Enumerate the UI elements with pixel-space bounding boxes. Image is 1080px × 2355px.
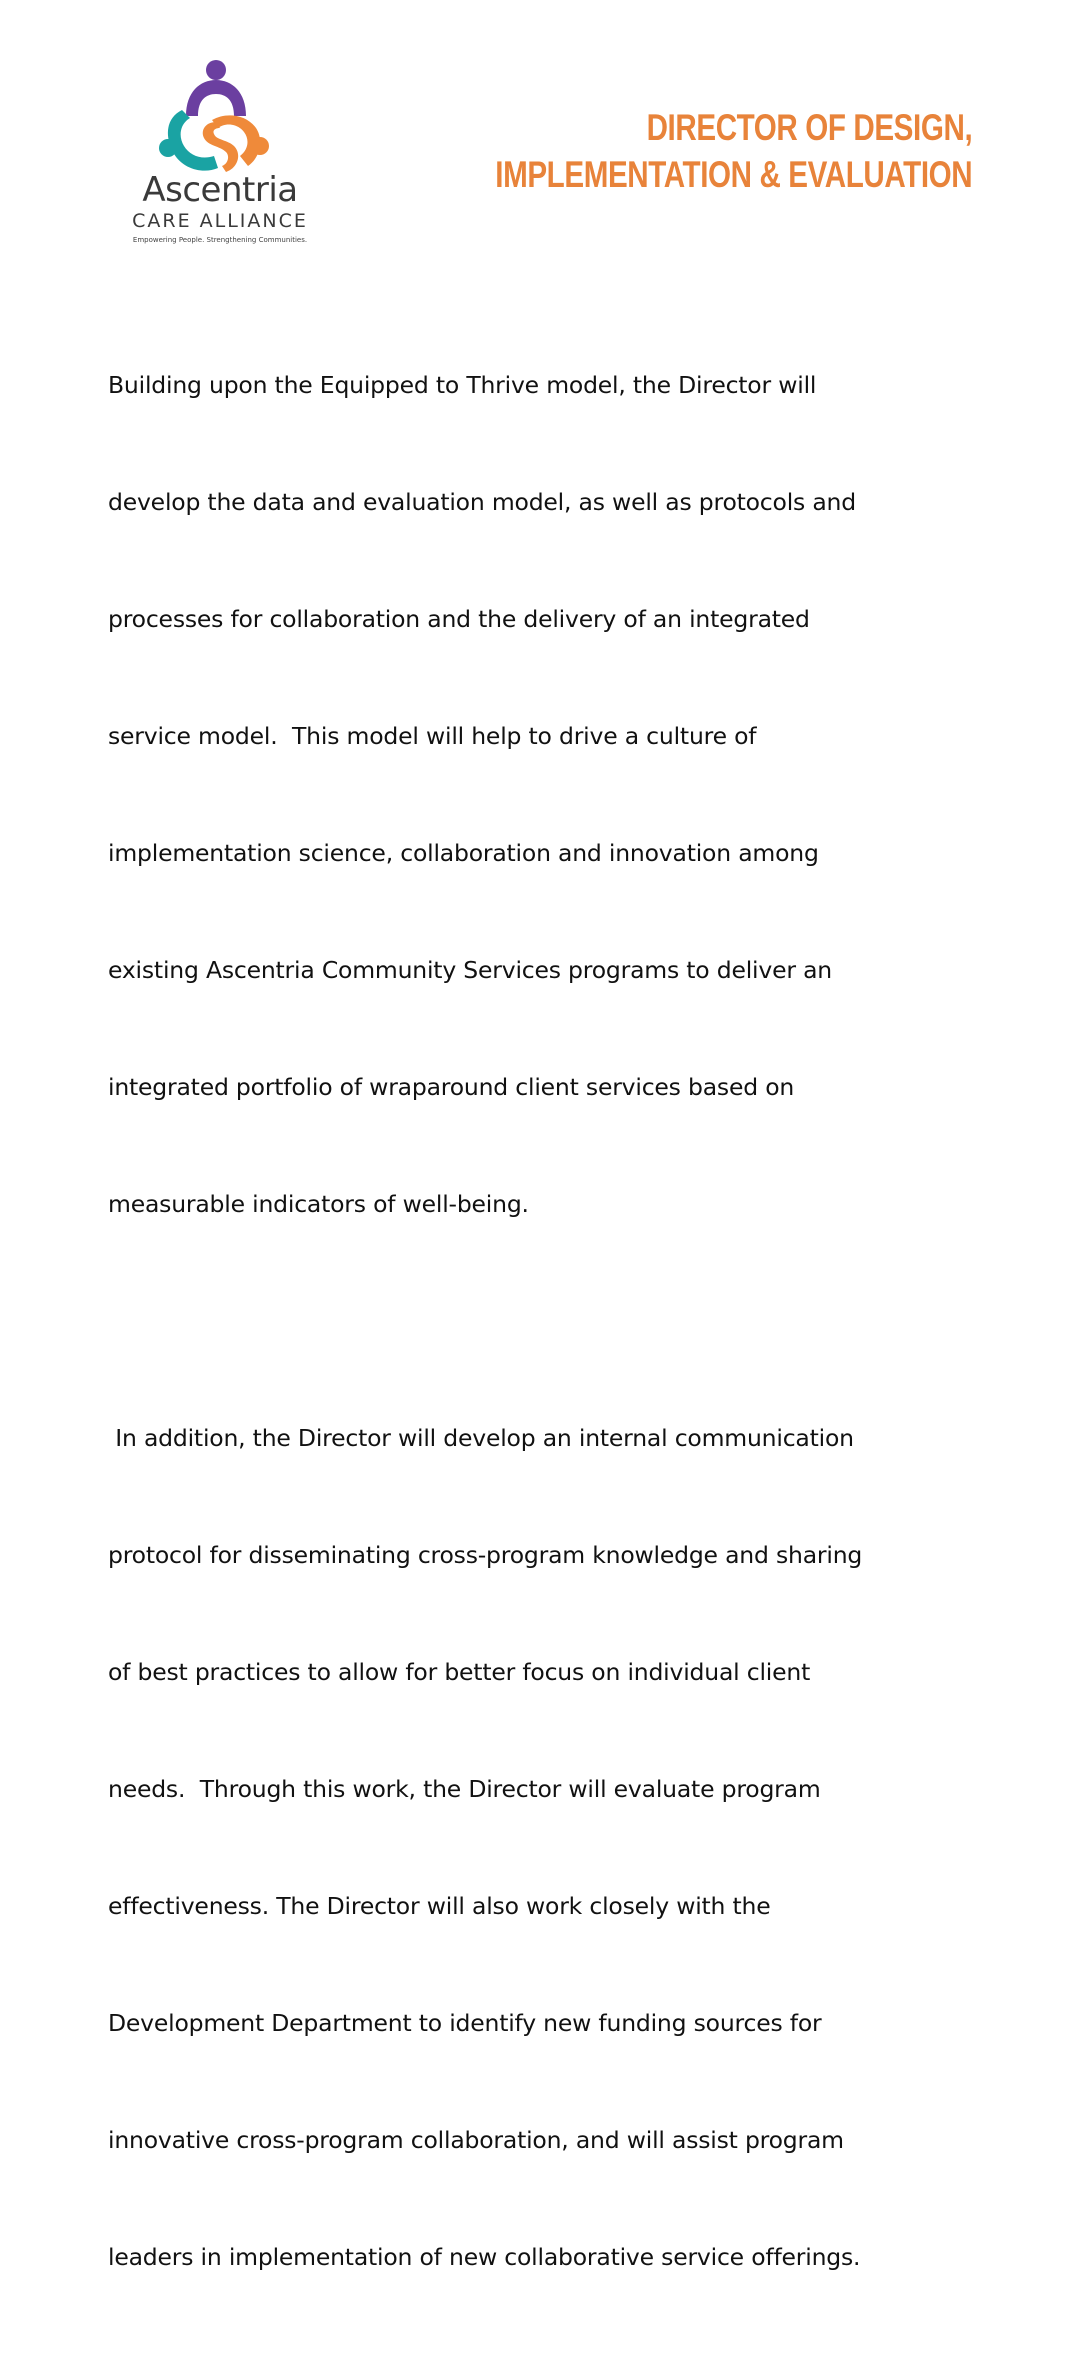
paragraph-2 xyxy=(108,1341,968,2355)
text-line: measurable indicators of well-being. xyxy=(108,1190,529,1218)
text-line: implementation science, collaboration and innovation among xyxy=(108,839,819,867)
text-line: processes for collaboration and the delivery of an integrated xyxy=(108,605,810,633)
logo-tagline: Empowering People. Strengthening Communities. xyxy=(132,236,308,244)
logo-name: Ascentria xyxy=(142,170,298,210)
text-line: of best practices to allow for better focus on individual client xyxy=(108,1658,811,1686)
title-line-2: IMPLEMENTATION & EVALUATION xyxy=(494,154,972,195)
text-line: Building upon the Equipped to Thrive model, the Director will xyxy=(108,371,817,399)
job-description xyxy=(108,288,968,2355)
text-line: develop the data and evaluation model, as well as protocols and xyxy=(108,488,856,516)
text-line: innovative cross-program collaboration, and will assist program xyxy=(108,2126,844,2154)
text-line: In addition, the Director will develop an internal communication xyxy=(108,1424,854,1452)
text-line: leaders in implementation of new collaborative service offerings. xyxy=(108,2243,861,2271)
text-line: needs. Through this work, the Director will evaluate program xyxy=(108,1775,821,1803)
three-people-circle-icon xyxy=(156,58,276,176)
title-line-1: DIRECTOR OF DESIGN, xyxy=(646,107,972,148)
text-line: service model. This model will help to drive a culture of xyxy=(108,722,757,750)
ascentria-logo xyxy=(100,58,340,250)
logo-subtitle: CARE ALLIANCE xyxy=(132,210,308,232)
text-line: integrated portfolio of wraparound client services based on xyxy=(108,1073,795,1101)
text-line: effectiveness. The Director will also work closely with the xyxy=(108,1892,771,1920)
page-title xyxy=(495,104,972,198)
text-line: existing Ascentria Community Services programs to deliver an xyxy=(108,956,832,984)
paragraph-1 xyxy=(108,288,968,1302)
text-line: protocol for disseminating cross-program knowledge and sharing xyxy=(108,1541,863,1569)
text-line: Development Department to identify new funding sources for xyxy=(108,2009,822,2037)
